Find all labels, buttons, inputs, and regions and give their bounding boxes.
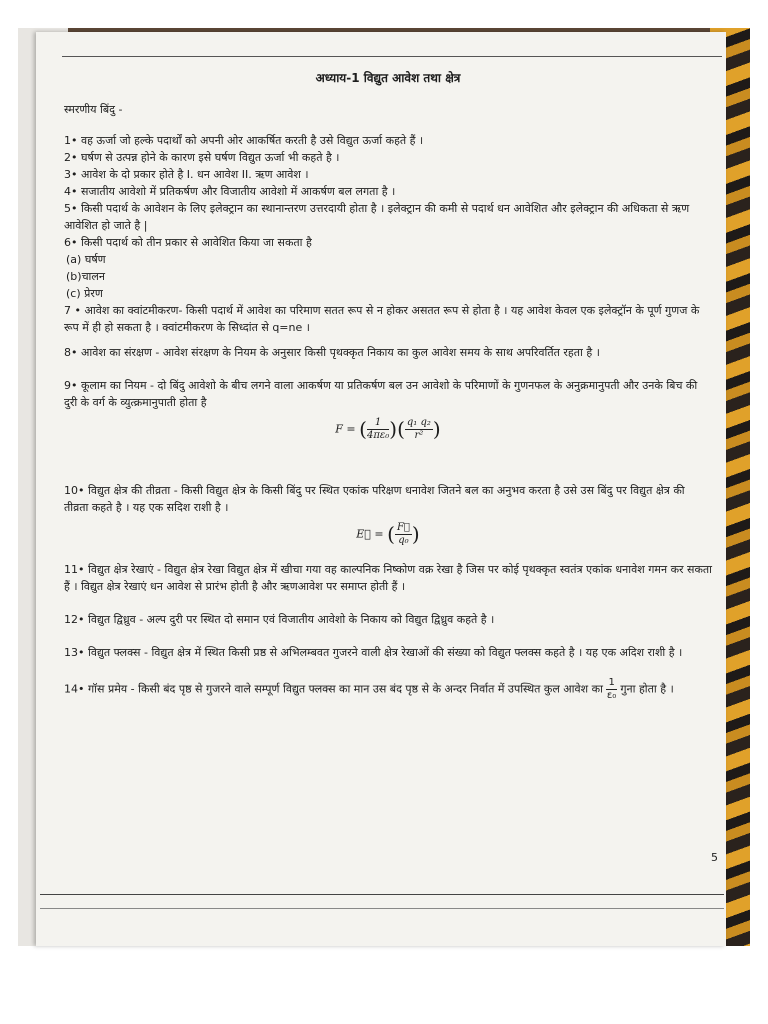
field-num: F⃗ — [396, 522, 410, 533]
field-lhs: E⃗ = — [356, 527, 384, 541]
coulomb-formula: F = ( $\frac{1}{\text{4πε₀}}$ )( $\frac{\text{q₁ q₂}}{\text{r²}}$ ) — [335, 417, 441, 441]
gauss-fraction: $\frac{1}{\text{ε₀}}$ — [606, 677, 617, 701]
point-13: 13• विद्युत फ्लक्स - विद्युत क्षेत्र में स्थित किसी प्रष्ठ से अभिलम्बवत गुजरने वाली क्षेत्र रेखाओं की संख्या को विद्युत फ्लक्स कहते है । यह एक अदिश राशी है । — [64, 646, 683, 659]
point-14-tail: गुना होता है । — [620, 682, 674, 696]
bottom-rule — [40, 894, 724, 895]
coulomb-num2: q₁ q₂ — [406, 417, 431, 428]
point-12: 12• विद्युत द्विध्रुव - अल्प दुरी पर स्थित दो समान एवं विजातीय आवेशो के निकाय को विद्युत द्विध्रुव कहते है । — [64, 613, 495, 626]
page-content — [64, 66, 712, 702]
coulomb-lhs: F = — [335, 422, 356, 436]
coulomb-den2: r² — [414, 430, 424, 441]
point-11: 11• विद्युत क्षेत्र रेखाएं - विद्युत क्षेत्र रेखा विद्युत क्षेत्र में खीचा गया वह काल्पनिक निष्कोण वक्र रेखा है जिस पर कोई पृथक्कृत स्वतंत्र एकांक धनावेश गमन कर सकता हैं । विद्युत क्षेत्र रेखाएं धन आवेश से प्रारंभ होती है और ऋणआवेश पर समाप्त होती हैं । — [64, 563, 713, 593]
point-1: 1• वह ऊर्जा जो हल्के पदार्थों को अपनी ओर आकर्षित करती है उसे विद्युत ऊर्जा कहते हैं । — [64, 134, 424, 147]
point-6a: (a) घर्षण — [66, 253, 106, 266]
point-5: 5• किसी पदार्थ के आवेशन के लिए इलेक्ट्रान का स्थानान्तरण उत्तरदायी होता है । इलेक्ट्रान की कमी से पदार्थ धन आवेशित और इलेक्ट्रान की अधिकता से ऋण आवेशित हो जाते है | — [64, 202, 690, 232]
point-10: 10• विद्युत क्षेत्र की तीव्रता - किसी विद्युत क्षेत्र के किसी बिंदु पर स्थित एकांक परिक्षण धनावेश जितने बल का अनुभव करता है उसे उस बिंदु पर विद्युत क्षेत्र की तीव्रता कहते है । यह एक सदिश राशी है । — [64, 484, 685, 514]
point-2: 2• घर्षण से उत्पन्न होने के कारण इसे घर्षण विद्युत ऊर्जा भी कहते है । — [64, 151, 340, 164]
section-heading: स्मरणीय बिंदु - — [64, 103, 123, 116]
top-rule — [62, 56, 722, 57]
point-14-text: 14• गॉस प्रमेय - किसी बंद पृष्ठ से गुजरने वाले सम्पूर्ण विद्युत फ्लक्स का मान उस बंद पृष्ठ से के अन्दर निर्वात में उपस्थित कुल आवेश का — [64, 682, 603, 696]
coulomb-num1: 1 — [367, 417, 389, 430]
bottom-rule-2 — [40, 908, 724, 909]
chapter-title: अध्याय-1 विद्युत आवेश तथा क्षेत्र — [315, 71, 461, 85]
point-6: 6• किसी पदार्थ को तीन प्रकार से आवेशित किया जा सकता है — [64, 236, 312, 249]
point-3: 3• आवेश के दो प्रकार होते है I. धन आवेश II. ऋण आवेश । — [64, 168, 309, 181]
point-8: 8• आवेश का संरक्षण - आवेश संरक्षण के नियम के अनुसार किसी पृथक्कृत निकाय का कुल आवेश समय के साथ अपरिवर्तित रहता है । — [64, 346, 600, 359]
point-9: 9• कूलाम का नियम - दो बिंदु आवेशो के बीच लगने वाला आकर्षण या प्रतिकर्षण बल उन आवेशो के परिमाणों के गुणनफल के अनुक्रमानुपती और उनके बिच की दुरी के वर्ग के व्युत्क्रमानुपाती होता है — [64, 379, 698, 409]
field-formula: E⃗ = ( $\frac{F⃗}{\text{q₀}}$ ) — [356, 522, 420, 546]
point-4: 4• सजातीय आवेशो में प्रतिकर्षण और विजातीय आवेशो में आकर्षण बल लगता है । — [64, 185, 396, 198]
point-14 — [64, 677, 712, 702]
point-6b: (b)चालन — [66, 270, 105, 283]
coulomb-den1: 4πε₀ — [366, 430, 390, 441]
point-6c: (c) प्रेरण — [66, 287, 103, 300]
field-den: q₀ — [398, 535, 409, 546]
page-number: 5 — [711, 851, 718, 864]
point-7: 7 • आवेश का क्वांटमीकरण- किसी पदार्थ में आवेश का परिमाण सतत रूप से न होकर असतत रूप से होता है । यह आवेश केवल एक इलेक्ट्रॉन के पूर्ण गुणज के रूप में ही हो सकता है । क्वांटमीकरण के सिध्दांत से q=ne । — [64, 304, 700, 334]
